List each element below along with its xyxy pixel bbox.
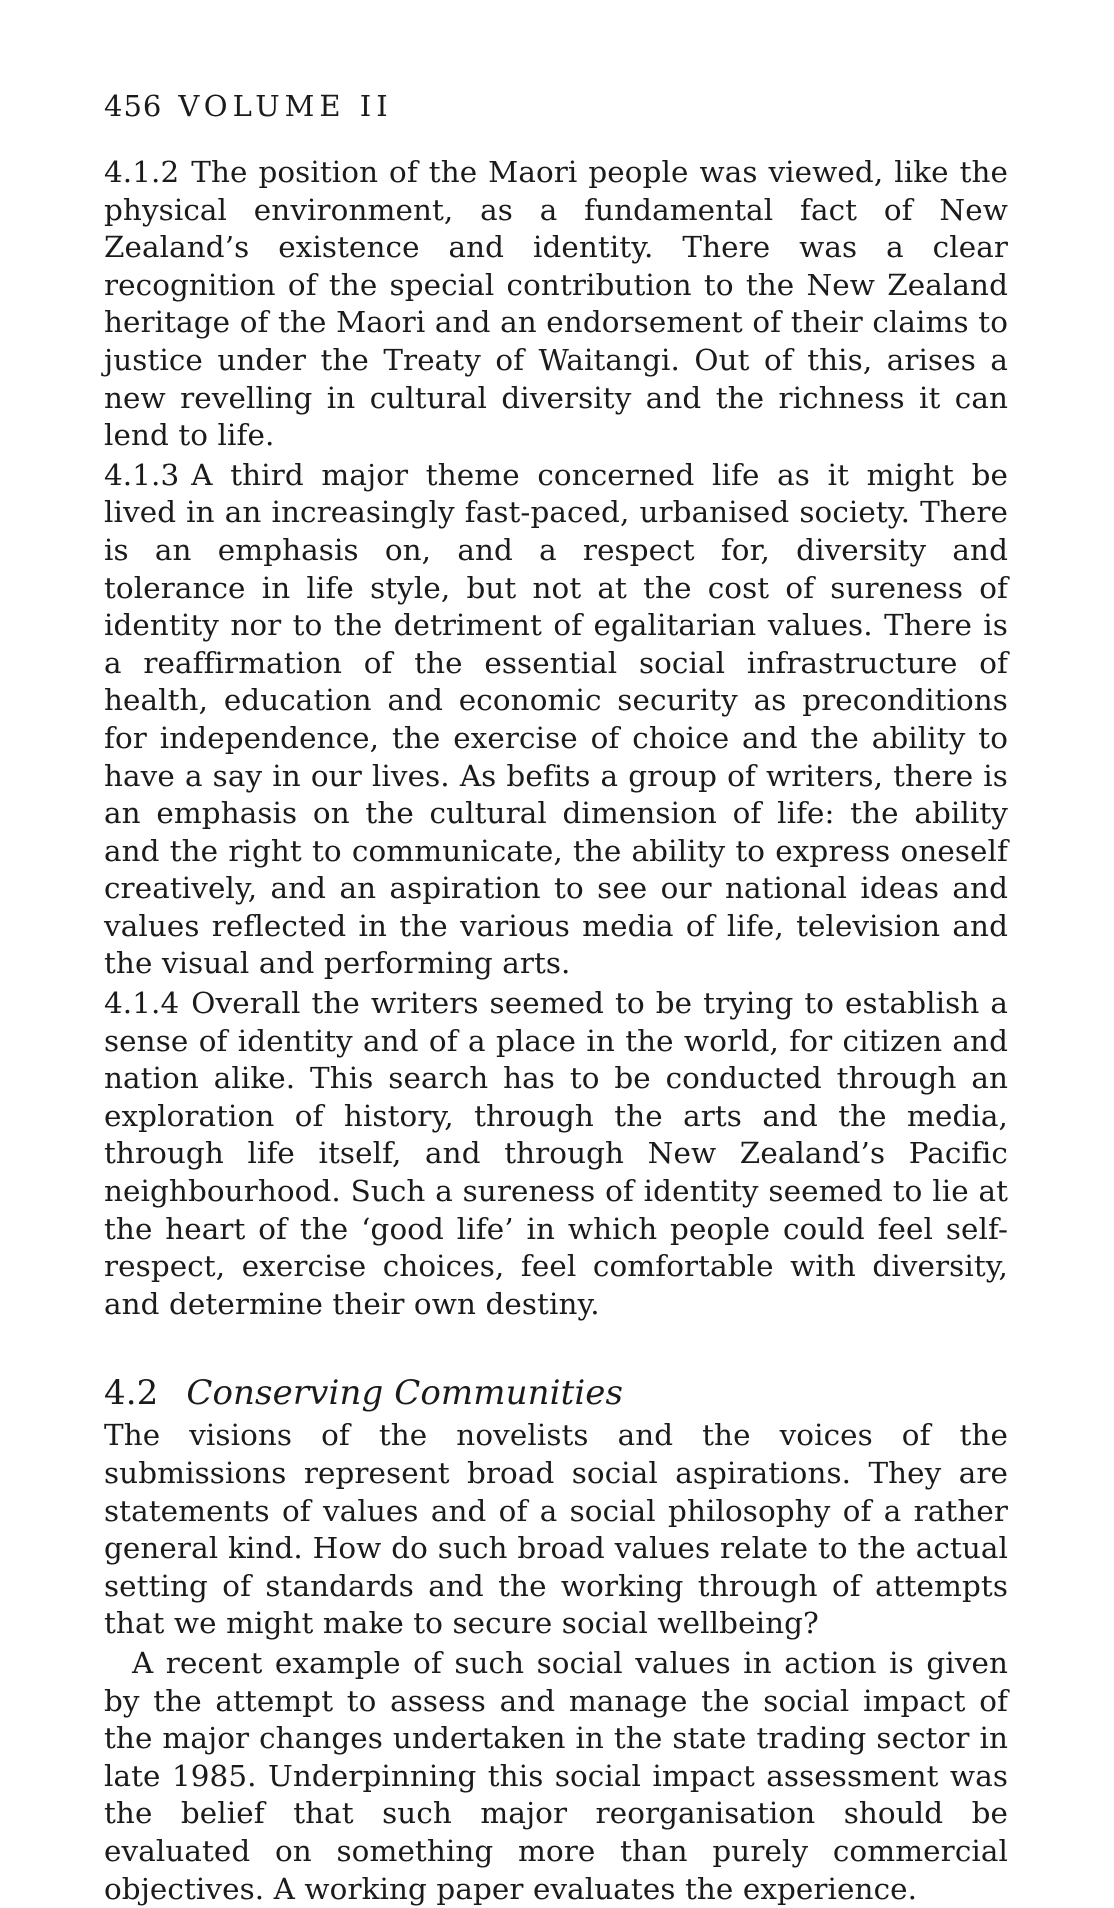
paragraph-number: 4.1.4 xyxy=(104,986,180,1021)
body-paragraph: A recent example of such social values in action is given by the attempt to assess and manage the social impact of the major changes undertaken in the state trading sector in late 1985. Underpinning this social impact assessment was the belief that such major reorganisation should be evaluated on something more than purely commercial objectives. A working paper evaluates the experience. xyxy=(104,1645,1008,1906)
running-head xyxy=(104,88,1008,124)
paragraph-text: A third major theme concerned life as it might be lived in an increasingly fast-paced, urbanised society. There is an emphasis on, and a respect for, diversity and tolerance in life style, but not at the cost of sureness of identity nor to the detriment of egalitarian values. There is a reaffirmation of the essential social infrastructure of health, education and economic security as preconditions for independence, the exercise of choice and the ability to have a say in our lives. As befits a group of writers, there is an emphasis on the cultural dimension of life: the ability and the right to communicate, the ability to express oneself creatively, and an aspiration to see our national ideas and values reflected in the various media of life, television and the visual and performing arts. xyxy=(104,457,1008,981)
volume-label: VOLUME II xyxy=(178,89,393,123)
body-paragraph: The visions of the novelists and the voices of the submissions represent broad social aspirations. They are statements of values and of a social philosophy of a rather general kind. How do such broad values relate to the actual setting of standards and the working through of attempts that we might make to secure social wellbeing? xyxy=(104,1418,1008,1641)
paragraph-text: The position of the Maori people was viewed, like the physical environment, as a fundamental fact of New Zealand’s existence and identity. There was a clear recognition of the special contribution to the New Zealand heritage of the Maori and an endorsement of their claims to justice under the Treaty of Waitangi. Out of this, arises a new revelling in cultural diversity and the richness it can lend to life. xyxy=(104,155,1008,453)
paragraph-text: Overall the writers seemed to be trying to establish a sense of identity and of a place in the world, for citizen and nation alike. This search has to be conducted through an exploration of history, through the arts and the media, through life itself, and through New Zealand’s Pacific neighbourhood. Such a sureness of identity seemed to lie at the heart of the ‘good life’ in which people could feel self-respect, exercise choices, feel comfortable with diversity, and determine their own destiny. xyxy=(104,986,1008,1321)
paragraph-4-1-2 xyxy=(104,154,1008,455)
section-title: Conserving Communities xyxy=(186,1373,624,1414)
paragraph-number: 4.1.2 xyxy=(104,155,180,189)
page-number: 456 xyxy=(104,89,163,123)
section-number: 4.2 xyxy=(104,1373,159,1414)
section-heading xyxy=(104,1371,1008,1415)
paragraph-number: 4.1.3 xyxy=(104,457,180,492)
document-page xyxy=(104,88,1008,1908)
paragraph-4-1-4 xyxy=(104,985,1008,1323)
paragraph-4-1-3 xyxy=(104,457,1008,983)
